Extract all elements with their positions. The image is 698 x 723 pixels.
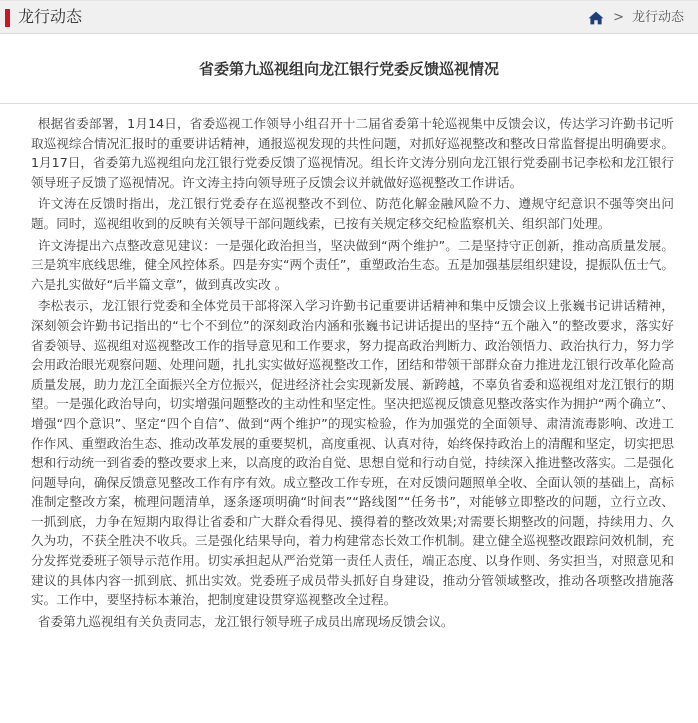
section-title: 龙行动态 (18, 7, 83, 26)
article (0, 34, 698, 631)
section-header (0, 0, 698, 34)
article-paragraph: 许文涛提出六点整改意见建议：一是强化政治担当，坚决做到“两个维护”。二是坚持守正创新，推动高质量发展。三是筑牢底线思维，健全风控体系。四是夯实“两个责任”，重塑政治生态。五是加强基层组织建设，提振队伍士气。六是扎实做好“后半篇文章”，做到真改实改 。 (31, 237, 674, 292)
article-paragraph: 省委第九巡视组有关负责同志，龙江银行领导班子成员出席现场反馈会议。 (37, 613, 454, 629)
article-body (0, 104, 674, 631)
article-paragraph: 许文涛在反馈时指出，龙江银行党委存在巡视整改不到位、防范化解金融风险不力、遵规守纪意识不强等突出问题。同时，巡视组收到的反映有关领导干部问题线索，已按有关规定移交纪检监察机关、组织部门处理。 (31, 196, 674, 231)
article-paragraph: 根据省委部署，1月14日，省委巡视工作领导小组召开十二届省委第十轮巡视集中反馈会议，传达学习许勤书记听取巡视综合情况汇报时的重要讲话精神，通报巡视发现的共性问题，对抓好巡视整改和整改日常监督提出明确要求。1月17日，省委第九巡视组向龙江银行党委反馈了巡视情况。组长许文涛分别向龙江银行党委副书记李松和龙江银行领导班子反馈了巡视情况。许文涛主持向领导班子反馈会议并就做好巡视整改工作讲话。 (31, 116, 674, 190)
section-accent-bar (5, 9, 10, 27)
breadcrumb-current-link[interactable]: 龙行动态 (631, 10, 684, 25)
article-paragraph: 李松表示，龙江银行党委和全体党员干部将深入学习许勤书记重要讲话精神和集中反馈会议上张巍书记讲话精神，深刻领会许勤书记指出的“七个不到位”的深刻政治内涵和张巍书记讲话提出的坚持“五个融入”的整改要求，落实好省委领导、巡视组对巡视整改工作的指导意见和工作要求，努力提高政治判断力、政治领悟力、政治执行力，努力学会用政治眼光观察问题、处理问题，扎扎实实做好巡视整改工作，团结和带领干部群众奋力推进龙江银行改革化险高质量发展，助力龙江全面振兴全方位振兴，促进经济社会实现新发展、新跨越，不辜负省委和巡视组对龙江银行的期望。一是强化政治导向，切实增强问题整改的主动性和坚定性。坚决把巡视反馈意见整改落实作为拥护“两个确立”、增强“四个意识”、坚定“四个自信”、做到“两个维护”的现实检验，作为加强党的全面领导、肃清流毒影响、改进工作作风、重塑政治生态、推动改革发展的重要契机，高度重视、认真对待，始终保持政治上的清醒和坚定，切实把思想和行动统一到省委的整改要求上来，以高度的政治自觉、思想自觉和行动自觉，持续深入推进整改落实。二是强化问题导向，确保反馈意见整改工作有序有效。成立整改工作专班，在对反馈问题照单全收、全面认领的基础上，高标准制定整改方案，梳理问题清单，逐条逐项明确“时间表”“路线图”“任务书”，对能够立即整改的问题，立行立改、一抓到底，力争在短期内取得让省委和广大群众看得见、摸得着的整改效果;对需要长期整改的问题，持续用力、久久为功，不获全胜决不收兵。三是强化结果导向，着力构建常态长效工作机制。建立健全巡视整改跟踪问效机制，充分发挥党委班子领导示范作用。切实承担起从严治党第一责任人责任，端正态度、以身作则、务实担当，对照意见和建议的具体内容一抓到底、抓出实效。党委班子成员带头抓好自身建设，推动分管领域整改，推动各项整改措施落实。工作中，要坚持标本兼治，把制度建设贯穿巡视整改全过程。 (31, 298, 674, 608)
breadcrumb (588, 9, 684, 26)
breadcrumb-separator: > (613, 10, 624, 25)
home-icon[interactable] (588, 11, 604, 25)
article-title: 省委第九巡视组向龙江银行党委反馈巡视情况 (198, 60, 499, 78)
